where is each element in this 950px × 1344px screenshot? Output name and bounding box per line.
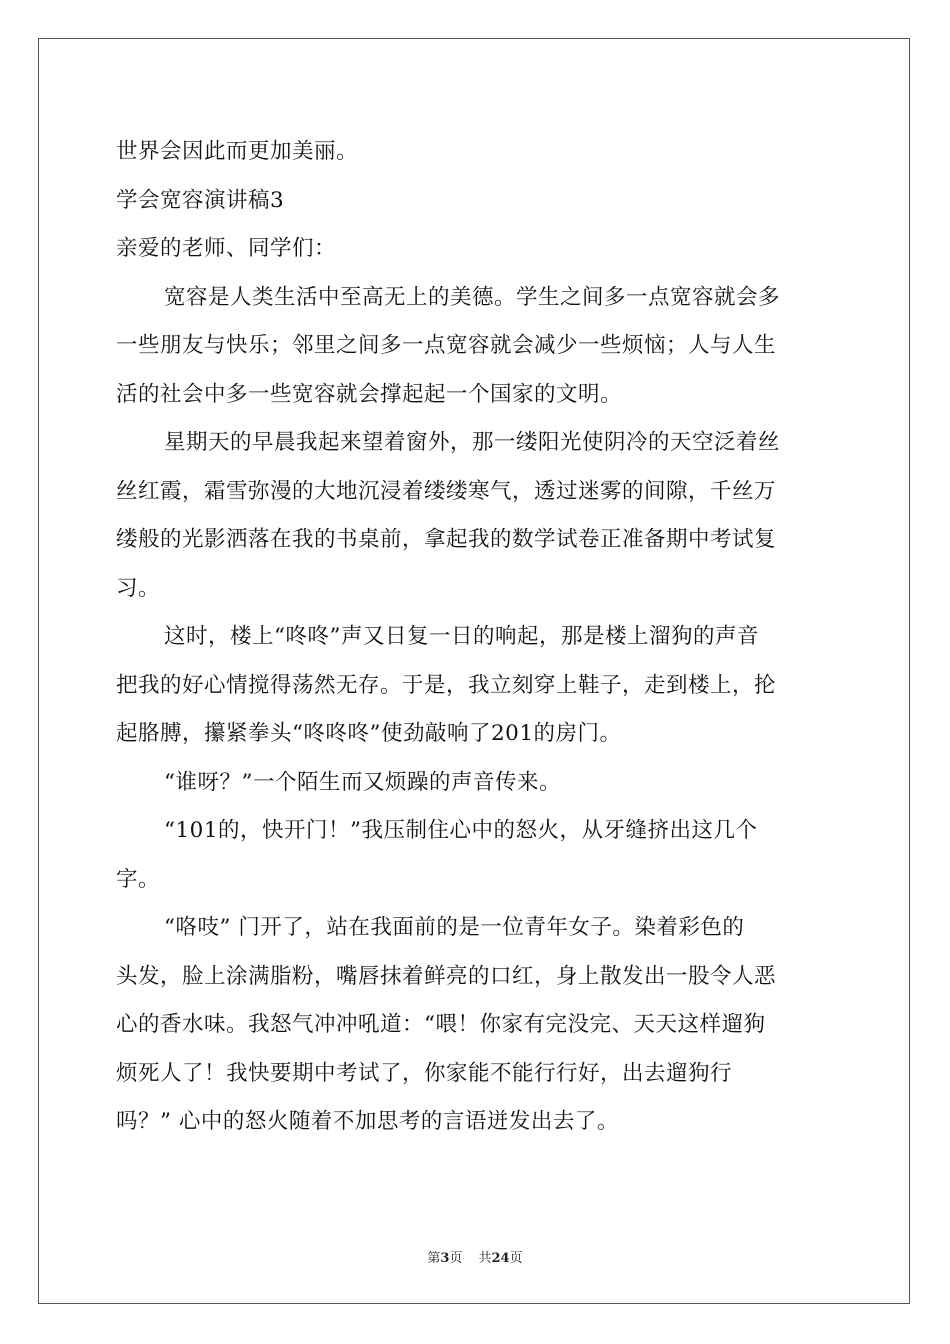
- text-line: 宽容是人类生活中至高无上的美德。学生之间多一点宽容就会多: [164, 284, 781, 310]
- page-suffix: 页: [449, 1251, 463, 1266]
- text-line: 烦死人了！我快要期中考试了，你家能不能行行好，出去遛狗行: [116, 1060, 733, 1086]
- text-line: 字。: [116, 866, 161, 892]
- text-line: 吗？” 心中的怒火随着不加思考的言语迸发出去了。: [116, 1109, 619, 1134]
- page-number: 3: [440, 1251, 450, 1266]
- page-prefix: 第: [427, 1251, 441, 1266]
- text-line: 把我的好心情搅得荡然无存。于是，我立刻穿上鞋子，走到楼上，抡: [116, 672, 777, 698]
- document-body: [116, 128, 836, 1147]
- section-heading: 学会宽容演讲稿3: [116, 187, 285, 213]
- text-line: 星期天的早晨我起来望着窗外，那一缕阳光使阴冷的天空泛着丝: [164, 430, 781, 455]
- text-line: 丝红霞，霜雪弥漫的大地沉浸着缕缕寒气，透过迷雾的间隙，千丝万: [116, 478, 777, 504]
- salutation: 亲爱的老师、同学们：: [116, 236, 337, 261]
- text-line: 活的社会中多一些宽容就会撑起起一个国家的文明。: [116, 381, 623, 407]
- text-line: 习。: [116, 575, 161, 601]
- text-line: 世界会因此而更加美丽。: [116, 139, 359, 164]
- text-line: 这时，楼上“咚咚”声又日复一日的响起，那是楼上溜狗的声音: [164, 624, 759, 649]
- total-pages: 24: [491, 1251, 510, 1266]
- text-line: 头发，脸上涂满脂粉，嘴唇抹着鲜亮的口红，身上散发出一股令人恶: [116, 963, 777, 989]
- text-line: 起胳膊，攥紧拳头“咚咚咚”使劲敲响了201的房门。: [116, 721, 622, 746]
- text-line: “咯吱” 门开了，站在我面前的是一位青年女子。染着彩色的: [164, 915, 745, 940]
- text-line: 缕般的光影洒落在我的书桌前，拿起我的数学试卷正准备期中考试复: [116, 527, 777, 552]
- total-prefix: 共: [478, 1251, 492, 1266]
- page-footer: [0, 1247, 950, 1266]
- text-line: “谁呀？”一个陌生而又烦躁的声音传来。: [164, 769, 561, 795]
- text-line: 一些朋友与快乐；邻里之间多一点宽容就会减少一些烦恼；人与人生: [116, 333, 777, 358]
- text-line: “101的，快开门！”我压制住心中的怒火，从牙缝挤出这几个: [164, 818, 758, 843]
- text-line: 心的香水味。我怒气冲冲吼道：“喂！你家有完没完、天天这样遛狗: [116, 1012, 766, 1037]
- total-suffix: 页: [509, 1251, 523, 1266]
